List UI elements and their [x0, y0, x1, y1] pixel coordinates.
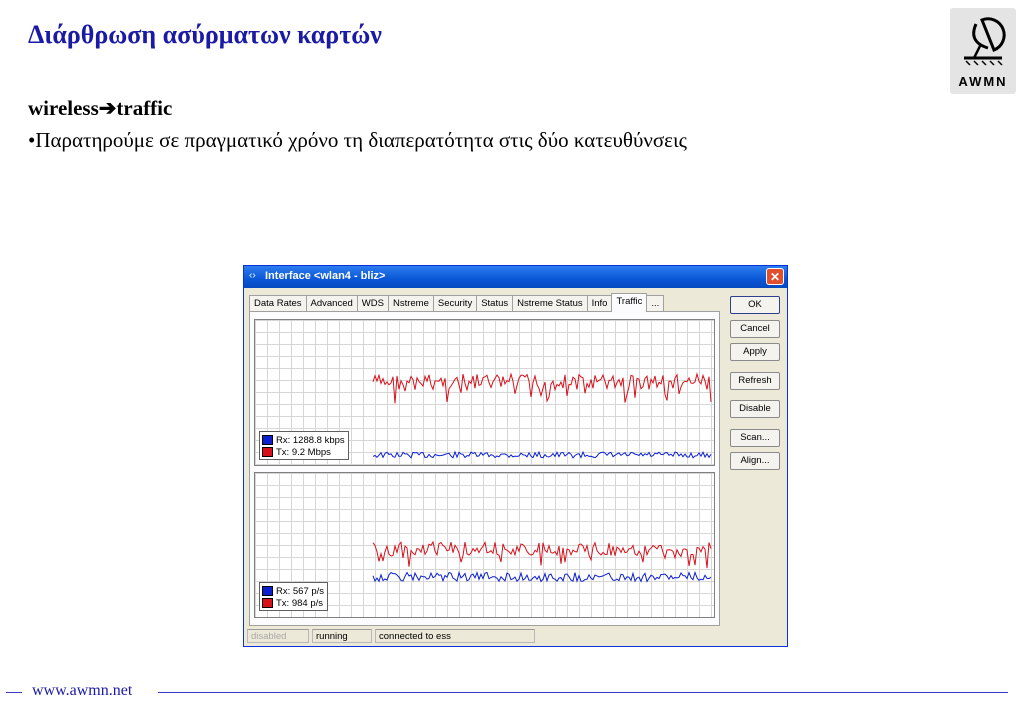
tx-swatch [262, 598, 273, 608]
cancel-button[interactable]: Cancel [730, 320, 780, 338]
arrow-icon: ➔ [98, 96, 117, 120]
bullet-text: •Παρατηρούμε σε πραγματικό χρόνο τη διαπερατότητα στις δύο κατευθύνσεις [28, 128, 687, 152]
traffic-panel [249, 311, 720, 626]
bits-legend [259, 431, 349, 460]
status-running: running [312, 629, 372, 643]
tx-series-line [373, 542, 711, 568]
status-connection: connected to ess [375, 629, 535, 643]
legend-tx [262, 597, 324, 609]
footer-url[interactable]: www.awmn.net [32, 682, 133, 699]
tab-nstreme-status[interactable]: Nstreme Status [512, 295, 587, 312]
interface-window [243, 265, 788, 647]
apply-button[interactable]: Apply [730, 343, 780, 361]
tab-data-rates[interactable]: Data Rates [249, 295, 307, 312]
packets-legend [259, 582, 328, 611]
rx-value: Rx: 567 p/s [276, 585, 325, 597]
ok-button[interactable]: OK [730, 296, 780, 314]
tab-bar [249, 295, 663, 311]
subheading-wireless: wireless [28, 96, 99, 120]
close-icon: ✕ [769, 270, 781, 284]
tx-swatch [262, 447, 273, 457]
tab-status[interactable]: Status [476, 295, 513, 312]
legend-tx [262, 446, 345, 458]
subheading-traffic: traffic [116, 96, 173, 120]
rx-swatch [262, 435, 273, 445]
tab-security[interactable]: Security [433, 295, 477, 312]
scan-button[interactable]: Scan... [730, 429, 780, 447]
packets-graph [254, 472, 715, 618]
footer-rule-left [6, 692, 22, 693]
rx-series-line [373, 573, 711, 582]
tx-value: Tx: 9.2 Mbps [276, 446, 331, 458]
window-title: Interface <wlan4 - bliz> [265, 270, 386, 282]
subheading [28, 96, 172, 121]
disable-button[interactable]: Disable [730, 400, 780, 418]
legend-rx [262, 434, 345, 446]
satellite-dish-icon [958, 14, 1008, 68]
tab-traffic[interactable]: Traffic [611, 293, 647, 312]
status-disabled: disabled [247, 629, 309, 643]
tab-wds[interactable]: WDS [357, 295, 389, 312]
window-icon: ‹› [249, 270, 256, 281]
rx-swatch [262, 586, 273, 596]
tx-value: Tx: 984 p/s [276, 597, 323, 609]
status-bar [247, 629, 538, 644]
logo-text: AWMN [958, 74, 1008, 89]
legend-rx [262, 585, 324, 597]
rx-value: Rx: 1288.8 kbps [276, 434, 345, 446]
align-button[interactable]: Align... [730, 452, 780, 470]
tab-nstreme[interactable]: Nstreme [388, 295, 434, 312]
title-bar[interactable] [244, 266, 787, 288]
rx-series-line [373, 452, 711, 458]
tab-more[interactable]: ... [646, 295, 664, 312]
bits-graph [254, 319, 715, 466]
refresh-button[interactable]: Refresh [730, 372, 780, 390]
tx-series-line [373, 374, 711, 403]
awmn-logo [950, 8, 1016, 94]
slide-title: Διάρθρωση ασύρματων καρτών [28, 20, 382, 49]
tab-info[interactable]: Info [587, 295, 613, 312]
footer-rule [158, 692, 1008, 693]
close-button[interactable] [766, 268, 784, 285]
tab-advanced[interactable]: Advanced [306, 295, 358, 312]
